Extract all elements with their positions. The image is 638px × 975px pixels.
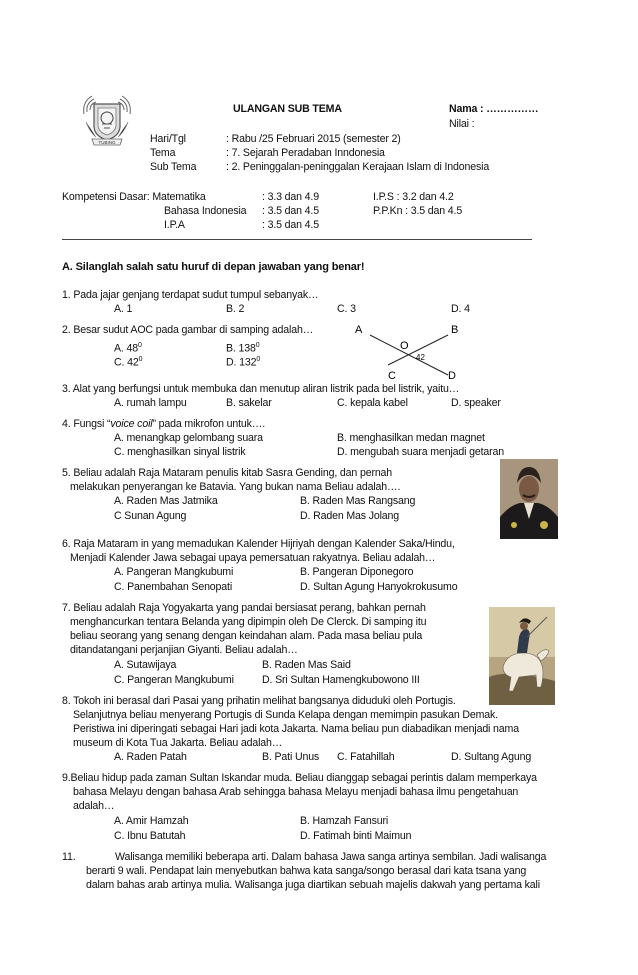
q3-option-d[interactable]: D. speaker	[451, 397, 501, 409]
q7-option-c[interactable]: C. Pangeran Mangkubumi	[114, 674, 234, 686]
score-field-label: Nilai :	[449, 118, 475, 130]
q6-option-a[interactable]: A. Pangeran Mangkubumi	[114, 566, 234, 578]
q1-option-a[interactable]: A. 1	[114, 303, 133, 315]
question-1-text: 1. Pada jajar genjang terdapat sudut tumpul sebanyak…	[62, 289, 319, 301]
q9-option-c[interactable]: C. Ibnu Batutah	[114, 830, 186, 842]
logo-banner-text: TUBING	[98, 140, 116, 145]
point-c-label: C	[388, 370, 396, 381]
question-11-line-1: Walisanga memiliki beberapa arti. Dalam bahasa Jawa sanga artinya sembilan. Jadi walisanga	[115, 851, 547, 863]
q2-option-c[interactable]: C. $42^0$	[114, 356, 143, 369]
q8-option-a[interactable]: A. Raden Patah	[114, 751, 187, 763]
q2-option-a[interactable]: A. $48^0$	[114, 342, 142, 355]
question-5-line-1: 5. Beliau adalah Raja Mataram penulis kitab Sasra Gending, dan pernah	[62, 467, 393, 479]
question-5-line-2: melakukan penyerangan ke Batavia. Yang bukan nama Beliau adalah….	[70, 481, 401, 493]
info-value-theme: : 7. Sejarah Peradaban Inndonesia	[226, 147, 385, 159]
q3-option-c[interactable]: C. kepala kabel	[337, 397, 408, 409]
horseman-painting-image	[489, 607, 555, 705]
q5-option-b[interactable]: B. Raden Mas Rangsang	[300, 495, 416, 507]
q8-option-c[interactable]: C. Fatahillah	[337, 751, 395, 763]
q4-option-d[interactable]: D. mengubah suara menjadi getaran	[337, 446, 505, 458]
question-7-line-4: ditandatangani perjanjian Giyanti. Beliau adalah…	[70, 644, 298, 656]
point-a-label: A	[355, 324, 363, 336]
q1-option-d[interactable]: D. 4	[451, 303, 470, 315]
q4-option-a[interactable]: A. menangkap gelombang suara	[114, 432, 263, 444]
question-11-number: 11.	[62, 851, 76, 863]
angle-value-label: 42	[416, 353, 425, 362]
info-value-subtheme: : 2. Peninggalan-peninggalan Kerajaan Islam di Indonesia	[226, 161, 490, 173]
q4-option-c[interactable]: C. menghasilkan sinyal listrik	[114, 446, 246, 458]
q5-option-d[interactable]: D. Raden Mas Jolang	[300, 510, 400, 522]
info-value-date: : Rabu /25 Februari 2015 (semester 2)	[226, 133, 401, 145]
sultan-portrait-image	[500, 459, 558, 539]
question-9-line-2: bahasa Melayu dengan bahasa Arab sehingga bahasa Melayu menjadi bahasa ilmu pengetahuan	[73, 786, 519, 798]
q7-option-d[interactable]: D. Sri Sultan Hamengkubowono III	[262, 674, 420, 686]
question-11-line-2: berarti 9 wali. Pendapat lain menyebutkan bahwa kata sanga/songo berasal dari kata tsana yang	[86, 865, 527, 877]
question-7-line-2: menghancurkan tentara Belanda yang dipimpin oleh De Clerck. Di samping itu	[70, 616, 427, 628]
angle-diagram	[350, 323, 470, 381]
section-a-instruction: A. Silanglah salah satu huruf di depan jawaban yang benar!	[62, 261, 365, 273]
info-label-subtheme: Sub Tema	[150, 161, 197, 173]
question-6-line-1: 6. Raja Mataram in yang memadukan Kalender Hijriyah dengan Kalender Saka/Hindu,	[62, 538, 455, 550]
point-b-label: B	[451, 324, 459, 336]
kd-label-ipa: I.P.A	[164, 219, 185, 231]
point-o-label: O	[400, 340, 409, 352]
kd-ips: I.P.S : 3.2 dan 4.2	[373, 191, 454, 203]
question-8-line-4: museum di Kota Tua Jakarta. Beliau adalah…	[73, 737, 283, 749]
question-8-line-3: Peristiwa ini diperingati sebagai Hari jadi kota Jakarta. Nama beliau pun diabadikan menjadi nama	[73, 723, 519, 735]
kd-value-ipa: : 3.5 dan 4.5	[262, 219, 319, 231]
q7-option-b[interactable]: B. Raden Mas Said	[262, 659, 351, 671]
kd-value-math: : 3.3 dan 4.9	[262, 191, 319, 203]
exam-title: ULANGAN SUB TEMA	[233, 103, 342, 115]
q1-option-b[interactable]: B. 2	[226, 303, 245, 315]
q5-option-a[interactable]: A. Raden Mas Jatmika	[114, 495, 218, 507]
q2-option-b[interactable]: B. $138^0$	[226, 342, 260, 355]
q2-option-d[interactable]: D. $132^0$	[226, 356, 261, 369]
name-field-label: Nama : ……………	[449, 103, 539, 115]
question-9-line-1: 9.Beliau hidup pada zaman Sultan Iskandar muda. Beliau dianggap sebagai perintis dalam memperkaya	[62, 772, 537, 784]
info-label-date: Hari/Tgl	[150, 133, 186, 145]
kd-label-math: Kompetensi Dasar: Matematika	[62, 191, 206, 203]
q6-option-b[interactable]: B. Pangeran Diponegoro	[300, 566, 414, 578]
question-7-line-1: 7. Beliau adalah Raja Yogyakarta yang pandai bersiasat perang, bahkan pernah	[62, 602, 426, 614]
q8-option-b[interactable]: B. Pati Unus	[262, 751, 320, 763]
q9-option-b[interactable]: B. Hamzah Fansuri	[300, 815, 389, 827]
q9-option-a[interactable]: A. Amir Hamzah	[114, 815, 189, 827]
q8-option-d[interactable]: D. Sultang Agung	[451, 751, 532, 763]
question-6-line-2: Menjadi Kalender Jawa sebagai upaya pemersatuan rakyatnya. Beliau adalah…	[70, 552, 436, 564]
question-3-text: 3. Alat yang berfungsi untuk membuka dan menutup aliran listrik pada bel listrik, yaitu…	[62, 383, 460, 395]
kd-label-bi: Bahasa Indonesia	[164, 205, 247, 217]
q7-option-a[interactable]: A. Sutawijaya	[114, 659, 177, 671]
q9-option-d[interactable]: D. Fatimah binti Maimun	[300, 830, 412, 842]
q3-option-a[interactable]: A. rumah lampu	[114, 397, 187, 409]
point-d-label: D	[448, 370, 456, 381]
question-7-line-3: beliau seorang yang senang dengan keindahan alam. Pada masa beliau pula	[70, 630, 423, 642]
q3-option-b[interactable]: B. sakelar	[226, 397, 272, 409]
kd-value-bi: : 3.5 dan 4.5	[262, 205, 319, 217]
q5-option-c[interactable]: C Sunan Agung	[114, 510, 187, 522]
question-8-line-2: Selanjutnya beliau menyerang Portugis di Sunda Kelapa dengan memimpin pasukan Demak.	[73, 709, 498, 721]
question-8-line-1: 8. Tokoh ini berasal dari Pasai yang prihatin melihat bangsanya diduduki oleh Portugis.	[62, 695, 456, 707]
school-logo	[80, 92, 134, 150]
question-4-text: 4. Fungsi “voice coil” pada mikrofon untuk….	[62, 418, 266, 430]
q6-option-d[interactable]: D. Sultan Agung Hanyokrokusumo	[300, 581, 458, 593]
q1-option-c[interactable]: C. 3	[337, 303, 356, 315]
kd-ppkn: P.P.Kn : 3.5 dan 4.5	[373, 205, 463, 217]
question-11-line-3: dalam bahas arab artinya mulia. Walisanga juga diartikan sebuah majelis dakwah yang pertama kali	[86, 879, 540, 891]
question-9-line-3: adalah…	[73, 800, 115, 812]
info-label-theme: Tema	[150, 147, 176, 159]
q4-option-b[interactable]: B. menghasilkan medan magnet	[337, 432, 485, 444]
question-2-text: 2. Besar sudut AOC pada gambar di samping adalah…	[62, 324, 314, 336]
header-divider	[62, 239, 532, 240]
q6-option-c[interactable]: C. Panembahan Senopati	[114, 581, 233, 593]
